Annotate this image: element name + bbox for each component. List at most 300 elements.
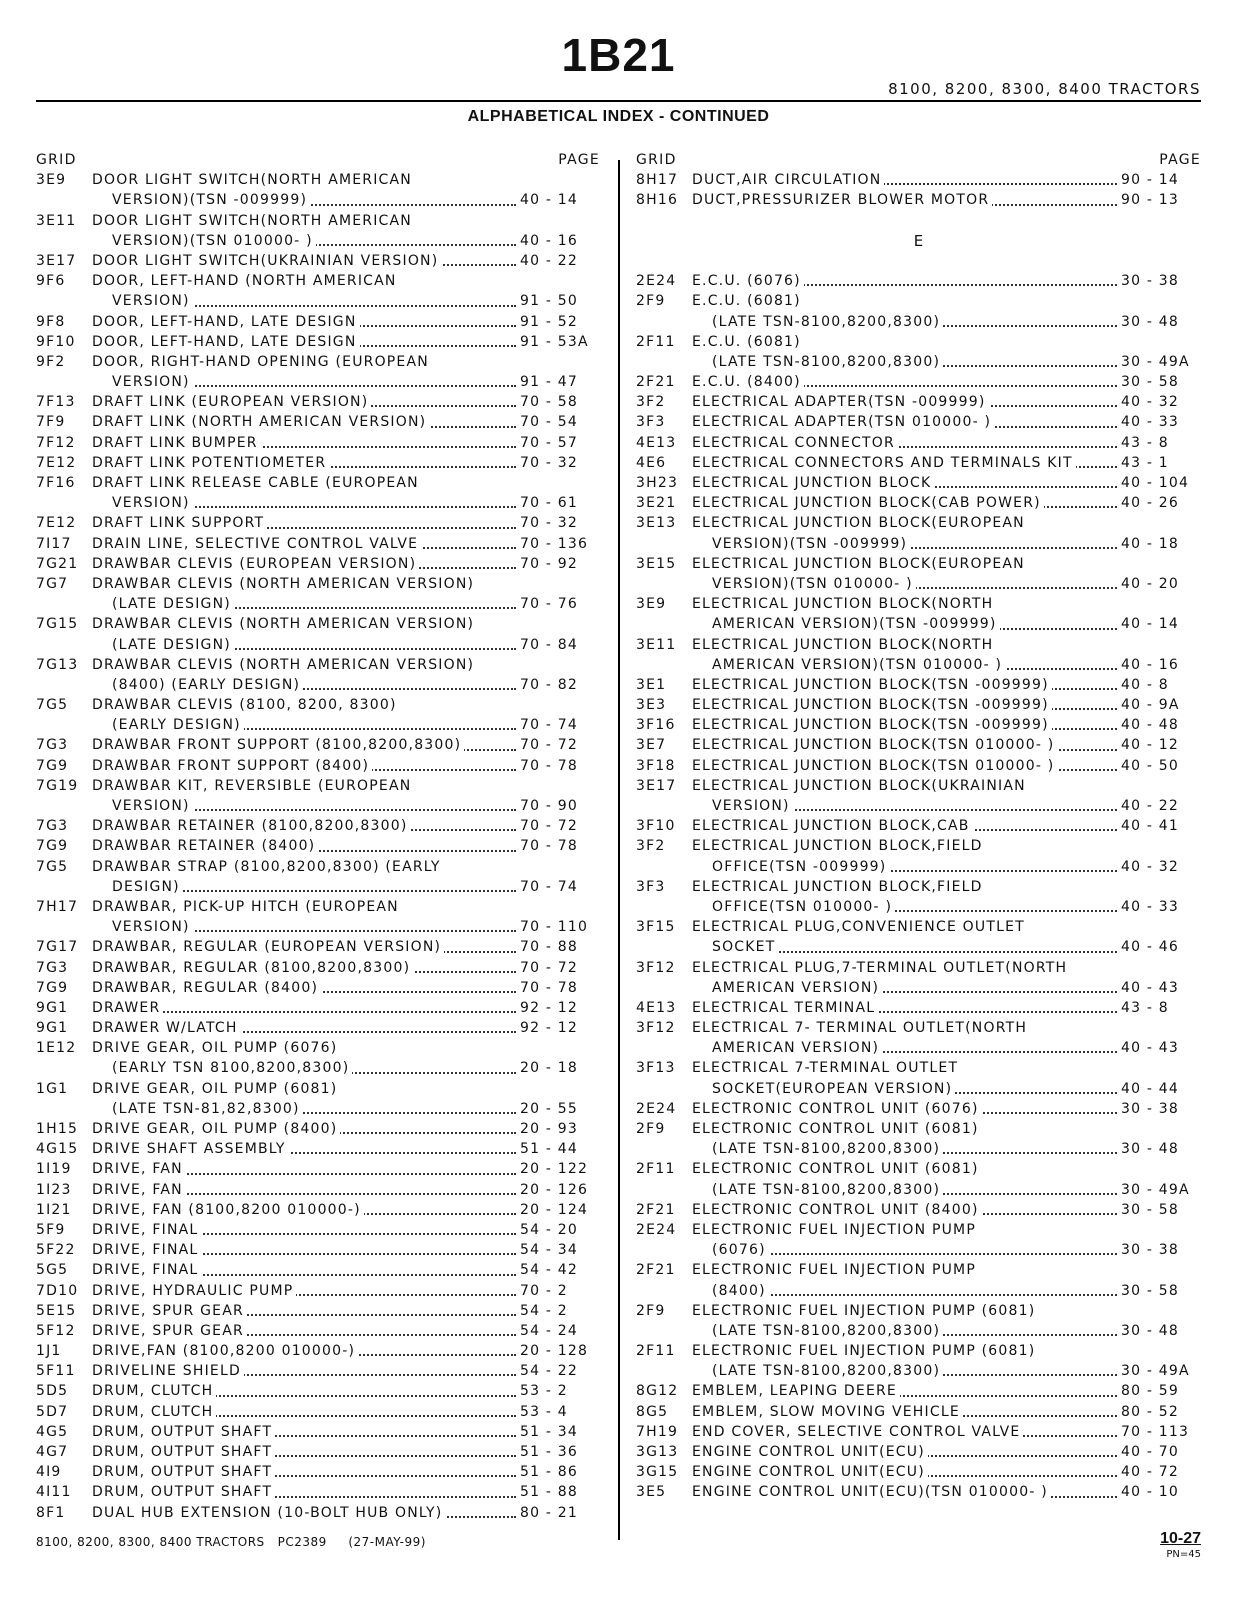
entry-description	[712, 937, 1117, 957]
index-entry	[36, 1099, 600, 1119]
page-title: 1B21	[561, 29, 676, 81]
entry-text: DRUM, OUTPUT SHAFT	[92, 1464, 275, 1480]
entry-description	[712, 211, 1117, 231]
entry-description	[92, 1139, 516, 1159]
entry-description	[92, 1260, 516, 1280]
grid-ref: 8H17	[636, 172, 679, 189]
entry-description	[92, 1341, 516, 1361]
entry-text: VERSION)	[112, 293, 193, 309]
entry-description	[692, 917, 1117, 937]
entry-text: DRIVE GEAR, OIL PUMP (8400)	[92, 1121, 340, 1137]
index-entry	[636, 312, 1201, 332]
grid-ref: 3F3	[636, 878, 666, 895]
entry-text: (LATE TSN-8100,8200,8300)	[712, 1182, 943, 1198]
index-entry	[36, 1220, 600, 1240]
page-ref: 54 - 20	[520, 1221, 578, 1238]
grid-ref: 7F12	[36, 434, 76, 451]
entry-description	[692, 1422, 1117, 1442]
index-entry	[36, 1159, 600, 1179]
index-entry	[636, 574, 1201, 594]
grid-ref: 5G5	[36, 1262, 69, 1279]
index-entry	[36, 332, 600, 352]
page-ref: 40 - 33	[1121, 898, 1179, 915]
index-entry	[636, 816, 1201, 836]
section-subheading: ALPHABETICAL INDEX - CONTINUED	[467, 108, 770, 125]
entry-description	[712, 978, 1117, 998]
entry-text: DRAWBAR RETAINER (8100,8200,8300)	[92, 818, 411, 834]
grid-ref: 5F11	[36, 1363, 76, 1380]
entry-text: EMBLEM, LEAPING DEERE	[692, 1383, 900, 1399]
index-entry	[636, 513, 1201, 533]
grid-ref: 3E15	[636, 555, 677, 572]
entry-description	[712, 1038, 1117, 1058]
entry-description	[112, 594, 516, 614]
entry-description	[712, 251, 1117, 271]
entry-text: DRAFT LINK SUPPORT	[92, 515, 267, 531]
footer-models: 8100, 8200, 8300, 8400 TRACTORS	[36, 1535, 265, 1549]
entry-description	[692, 493, 1117, 513]
entry-text: VERSION)(TSN -009999)	[712, 536, 910, 552]
page-ref: 40 - 70	[1121, 1444, 1179, 1460]
grid-ref: 9F10	[36, 333, 76, 350]
entry-description	[112, 190, 516, 210]
entry-description	[692, 291, 1117, 311]
entry-description	[92, 332, 516, 352]
entry-description	[92, 554, 516, 574]
entry-text: DOOR, LEFT-HAND (NORTH AMERICAN	[92, 273, 400, 289]
entry-text: DRAWBAR CLEVIS (NORTH AMERICAN VERSION)	[92, 616, 477, 632]
entry-text: VERSION)	[712, 798, 793, 814]
index-entry	[36, 675, 600, 695]
entry-text: ELECTRICAL ADAPTER(TSN 010000- )	[692, 414, 994, 430]
entry-text: DOOR, RIGHT-HAND OPENING (EUROPEAN	[92, 354, 432, 370]
index-entry	[36, 655, 600, 675]
index-entry	[636, 1341, 1201, 1361]
entry-description	[92, 1482, 516, 1502]
page-ref: 54 - 2	[520, 1302, 568, 1319]
index-entry	[36, 433, 600, 453]
index-entry	[36, 1200, 600, 1220]
entry-text: DRAFT LINK BUMPER	[92, 435, 261, 451]
page-ref: 70 - 32	[520, 454, 578, 471]
entry-description	[92, 392, 516, 412]
entry-text: DRIVELINE SHIELD	[92, 1363, 244, 1379]
grid-ref: 3E9	[636, 596, 667, 613]
page-ref: 91 - 53A	[520, 333, 589, 350]
grid-ref: 3F2	[636, 394, 666, 411]
index-entry	[36, 1301, 600, 1321]
grid-ref: 7D10	[36, 1282, 79, 1299]
entry-text: DRIVE, FINAL	[92, 1222, 201, 1238]
page-ref: 91 - 47	[520, 374, 578, 391]
index-entry	[36, 635, 600, 655]
index-entry	[636, 937, 1201, 957]
entry-text: SOCKET(EUROPEAN VERSION)	[712, 1081, 955, 1097]
index-entry	[636, 1180, 1201, 1200]
entry-text: ELECTRICAL JUNCTION BLOCK	[692, 475, 934, 491]
page-ref: 40 - 72	[1121, 1464, 1179, 1481]
grid-ref: 7G9	[36, 838, 69, 855]
page-ref: 40 - 43	[1121, 979, 1179, 996]
entry-text: DRAWBAR, REGULAR (EUROPEAN VERSION)	[92, 939, 444, 955]
page-ref: 40 - 44	[1121, 1080, 1179, 1097]
index-entry	[36, 1503, 600, 1523]
index-entry	[36, 1260, 600, 1280]
index-entry	[636, 372, 1201, 392]
page-ref: 40 - 26	[1121, 495, 1179, 512]
entry-text: ELECTRICAL JUNCTION BLOCK,CAB	[692, 818, 973, 834]
page-ref: 70 - 78	[520, 979, 578, 996]
index-entry	[36, 937, 600, 957]
page-ref: 90 - 14	[1121, 172, 1179, 189]
entry-description	[92, 1159, 516, 1179]
index-entry	[636, 1422, 1201, 1442]
grid-ref: 7G13	[36, 656, 79, 673]
entry-text: DRUM, CLUTCH	[92, 1404, 216, 1420]
index-entry	[36, 1240, 600, 1260]
entry-text: ELECTRICAL JUNCTION BLOCK(TSN 010000- )	[692, 758, 1057, 774]
grid-ref: 1G1	[36, 1080, 69, 1097]
page-ref: 40 - 41	[1121, 818, 1179, 835]
page-ref: 70 - 32	[520, 515, 578, 532]
entry-text: DOOR, LEFT-HAND, LATE DESIGN	[92, 334, 360, 350]
entry-description	[112, 1099, 516, 1119]
page-ref: 40 - 33	[1121, 414, 1179, 431]
page-ref: 53 - 2	[520, 1383, 568, 1400]
index-entry	[636, 735, 1201, 755]
grid-ref: 1I21	[36, 1201, 72, 1218]
entry-description	[712, 1079, 1117, 1099]
grid-ref: 7G9	[36, 757, 69, 774]
footer-date: (27-MAY-99)	[348, 1535, 426, 1549]
index-entry	[36, 352, 600, 372]
entry-description	[692, 1301, 1117, 1321]
page-ref: 70 - 78	[520, 757, 578, 774]
index-entry	[636, 877, 1201, 897]
entry-description	[692, 635, 1117, 655]
entry-text: ELECTRICAL JUNCTION BLOCK(TSN -009999)	[692, 697, 1052, 713]
index-entry	[36, 1462, 600, 1482]
page-ref: 51 - 34	[520, 1423, 578, 1440]
entry-description	[92, 211, 516, 231]
index-entry	[36, 1180, 600, 1200]
entry-description	[92, 271, 516, 291]
index-entry	[36, 211, 600, 231]
grid-ref: 3E21	[636, 495, 677, 512]
page-ref: 20 - 93	[520, 1121, 578, 1137]
entry-description	[692, 1058, 1117, 1078]
entry-description	[112, 291, 516, 311]
grid-ref: 7G15	[36, 616, 79, 633]
page-ref: 40 - 9A	[1121, 697, 1180, 714]
page-ref: 70 - 74	[520, 878, 578, 895]
entry-text: AMERICAN VERSION)(TSN -009999)	[712, 616, 1000, 632]
entry-text: VERSION)(TSN 010000- )	[712, 576, 916, 592]
grid-ref: 3F12	[636, 959, 676, 976]
grid-ref: 2E24	[636, 1100, 677, 1117]
entry-text: END COVER, SELECTIVE CONTROL VALVE	[692, 1424, 1023, 1440]
page-ref: 70 - 110	[520, 919, 589, 936]
index-entry	[36, 1442, 600, 1462]
entry-description	[692, 776, 1117, 796]
page-ref: 40 - 20	[1121, 575, 1179, 592]
grid-ref: 5D5	[36, 1383, 69, 1400]
page-ref: 40 - 43	[1121, 1040, 1179, 1057]
page-ref: 70 - 74	[520, 717, 578, 734]
page-ref: 91 - 50	[520, 293, 578, 310]
entry-description	[92, 352, 516, 372]
index-entry	[36, 1321, 600, 1341]
entry-description	[692, 836, 1117, 856]
entry-text: ELECTRONIC CONTROL UNIT (6081)	[692, 1161, 982, 1177]
index-entry	[636, 291, 1201, 311]
grid-ref: 8G12	[636, 1383, 679, 1400]
index-entry	[636, 534, 1201, 554]
entry-text: ELECTRICAL CONNECTOR	[692, 435, 898, 451]
entry-text: DUCT,PRESSURIZER BLOWER MOTOR	[692, 192, 992, 208]
entry-description	[692, 1482, 1117, 1502]
page-ref: 70 - 72	[520, 959, 578, 976]
entry-description	[692, 433, 1117, 453]
page-ref: 92 - 12	[520, 999, 578, 1016]
index-entry	[36, 493, 600, 513]
grid-ref: 9F2	[36, 353, 66, 370]
entry-description	[92, 735, 516, 755]
entry-description	[92, 1119, 516, 1139]
entry-text: DOOR LIGHT SWITCH(UKRAINIAN VERSION)	[92, 253, 441, 269]
entry-text: DRAIN LINE, SELECTIVE CONTROL VALVE	[92, 536, 421, 552]
entry-text: VERSION)(TSN 010000- )	[112, 233, 316, 249]
index-entry	[36, 877, 600, 897]
page-ref: 40 - 12	[1121, 737, 1179, 754]
grid-ref: 1I23	[36, 1181, 72, 1198]
page-ref: 30 - 38	[1121, 1242, 1179, 1259]
grid-ref: 3E17	[36, 252, 77, 269]
index-entry	[636, 897, 1201, 917]
index-entry	[636, 1018, 1201, 1038]
grid-ref: 3F15	[636, 919, 676, 936]
entry-text: E.C.U. (6076)	[692, 273, 804, 289]
grid-ref: 7F13	[36, 394, 76, 411]
entry-description	[712, 1281, 1117, 1301]
page-ref: 30 - 58	[1121, 1201, 1179, 1218]
entry-description	[692, 1220, 1117, 1240]
index-entry	[36, 836, 600, 856]
page-ref: 20 - 122	[520, 1161, 589, 1178]
index-entry	[636, 1361, 1201, 1381]
entry-text: DRUM, OUTPUT SHAFT	[92, 1424, 275, 1440]
index-entry	[36, 857, 600, 877]
entry-description	[112, 635, 516, 655]
entry-text: DRIVE, SPUR GEAR	[92, 1323, 247, 1339]
entry-description	[112, 917, 516, 937]
index-entry	[636, 332, 1201, 352]
grid-ref: 7G21	[36, 555, 79, 572]
page-ref: 54 - 42	[520, 1262, 578, 1279]
grid-ref: 2F21	[636, 1201, 676, 1218]
entry-text: ELECTRICAL JUNCTION BLOCK,FIELD	[692, 838, 986, 854]
page-ref: 43 - 1	[1121, 454, 1169, 471]
index-entry	[36, 190, 600, 210]
index-entry	[36, 473, 600, 493]
entry-text: (LATE TSN-8100,8200,8300)	[712, 1141, 943, 1157]
grid-ref: 3F3	[636, 414, 666, 431]
index-entry	[636, 917, 1201, 937]
grid-ref: 2F9	[636, 1121, 666, 1137]
grid-ref: 7F16	[36, 475, 76, 491]
entry-description	[692, 1159, 1117, 1179]
entry-description	[712, 897, 1117, 917]
grid-ref: 3F12	[636, 1020, 676, 1037]
index-entry	[36, 453, 600, 473]
page-ref: 30 - 48	[1121, 313, 1179, 330]
page-ref: 54 - 34	[520, 1242, 578, 1259]
entry-description	[692, 392, 1117, 412]
entry-description	[92, 1301, 516, 1321]
entry-text: DRAWBAR KIT, REVERSIBLE (EUROPEAN	[92, 778, 414, 794]
index-entry	[636, 1442, 1201, 1462]
index-entry	[36, 978, 600, 998]
entry-text: EMBLEM, SLOW MOVING VEHICLE	[692, 1404, 963, 1420]
entry-text: ELECTRICAL CONNECTORS AND TERMINALS KIT	[692, 455, 1076, 471]
grid-ref: 3F18	[636, 757, 676, 774]
entry-text: ELECTRICAL JUNCTION BLOCK(UKRAINIAN	[692, 778, 1029, 794]
entry-text: E.C.U. (6081)	[692, 334, 804, 350]
entry-description	[92, 816, 516, 836]
grid-ref: 2F11	[636, 1343, 676, 1360]
entry-text: ELECTRICAL ADAPTER(TSN -009999)	[692, 394, 989, 410]
entry-text: ELECTRONIC CONTROL UNIT (8400)	[692, 1202, 982, 1218]
entry-text: ELECTRICAL JUNCTION BLOCK(CAB POWER)	[692, 495, 1044, 511]
page-ref: 40 - 50	[1121, 757, 1179, 774]
index-entry	[636, 756, 1201, 776]
entry-description	[92, 1220, 516, 1240]
entry-description	[692, 1099, 1117, 1119]
entry-description	[692, 816, 1117, 836]
page-ref: 30 - 58	[1121, 1282, 1179, 1299]
entry-text: ELECTRICAL JUNCTION BLOCK(TSN -009999)	[692, 677, 1052, 693]
entry-text: DOOR LIGHT SWITCH(NORTH AMERICAN	[92, 213, 415, 229]
page-ref: 70 - 84	[520, 636, 578, 653]
index-entry	[36, 170, 600, 190]
grid-ref: 3E3	[636, 697, 667, 714]
page-header: PAGE	[558, 152, 600, 168]
grid-ref: 9G1	[36, 1020, 69, 1037]
index-entry	[36, 534, 600, 554]
index-entry	[36, 1381, 600, 1401]
entry-description	[712, 796, 1117, 816]
entry-description	[92, 513, 516, 533]
entry-description	[92, 1462, 516, 1482]
index-entry	[36, 291, 600, 311]
entry-description	[92, 1180, 516, 1200]
page-ref: 40 - 32	[1121, 858, 1179, 875]
index-entry	[36, 1018, 600, 1038]
entry-text: DRAWER	[92, 1000, 163, 1016]
left-column-header	[36, 150, 600, 170]
entry-description	[92, 453, 516, 473]
entry-text: DRAWBAR CLEVIS (NORTH AMERICAN VERSION)	[92, 576, 477, 592]
entry-text: (8400) (EARLY DESIGN)	[112, 677, 303, 693]
entry-description	[692, 1381, 1117, 1401]
page-ref: 80 - 52	[1121, 1403, 1179, 1420]
index-entry	[36, 1079, 600, 1099]
entry-text: DRIVE, FAN (8100,8200 010000-)	[92, 1202, 364, 1218]
entry-description	[692, 877, 1117, 897]
grid-ref: 9F8	[36, 313, 66, 330]
index-entry	[636, 392, 1201, 412]
entry-text: (EARLY TSN 8100,8200,8300)	[112, 1060, 352, 1076]
entry-text: DRAWBAR RETAINER (8400)	[92, 838, 318, 854]
grid-ref: 7G19	[36, 777, 79, 794]
entry-text: ELECTRICAL JUNCTION BLOCK(TSN 010000- )	[692, 737, 1057, 753]
index-entry	[636, 1281, 1201, 1301]
entry-text	[712, 253, 715, 269]
entry-description	[112, 675, 516, 695]
index-entry	[36, 998, 600, 1018]
index-entry	[36, 412, 600, 432]
index-entry	[636, 836, 1201, 856]
entry-text: DRIVE,FAN (8100,8200 010000-)	[92, 1343, 358, 1359]
entry-description	[92, 695, 516, 715]
entry-description	[712, 1240, 1117, 1260]
entry-description	[712, 312, 1117, 332]
index-entry	[636, 271, 1201, 291]
entry-text: ENGINE CONTROL UNIT(ECU)	[692, 1464, 928, 1480]
header-rule	[36, 100, 1201, 102]
entry-text: (EARLY DESIGN)	[112, 717, 244, 733]
page-ref: 20 - 18	[520, 1060, 578, 1077]
grid-ref: 1J1	[36, 1343, 62, 1360]
grid-ref: 5F22	[36, 1242, 76, 1259]
grid-ref: 7G7	[36, 575, 69, 592]
entry-text: DRAWBAR FRONT SUPPORT (8400)	[92, 758, 372, 774]
entry-description	[92, 998, 516, 1018]
index-entry	[636, 554, 1201, 574]
grid-ref: 2F21	[636, 1262, 676, 1279]
page-ref: 51 - 86	[520, 1464, 578, 1481]
page-ref: 40 - 16	[1121, 656, 1179, 673]
entry-description	[92, 1503, 516, 1523]
entry-description	[712, 1139, 1117, 1159]
entry-text: ELECTRICAL JUNCTION BLOCK(EUROPEAN	[692, 556, 1028, 572]
grid-ref: 5E15	[36, 1302, 77, 1319]
entry-text: DRIVE, HYDRAULIC PUMP	[92, 1283, 296, 1299]
index-entry	[636, 695, 1201, 715]
entry-description	[712, 655, 1117, 675]
entry-description	[112, 1058, 516, 1078]
grid-ref: 2E24	[636, 273, 677, 290]
blank-row	[636, 211, 1201, 231]
entry-text: (LATE TSN-8100,8200,8300)	[712, 314, 943, 330]
entry-description	[692, 998, 1117, 1018]
index-entry	[636, 1220, 1201, 1240]
index-entry	[636, 796, 1201, 816]
entry-text: DRUM, OUTPUT SHAFT	[92, 1444, 275, 1460]
entry-text: VERSION)	[112, 495, 193, 511]
index-entry	[636, 998, 1201, 1018]
grid-ref: 7G17	[36, 939, 79, 956]
entry-text: ENGINE CONTROL UNIT(ECU)	[692, 1444, 928, 1460]
entry-text: DRIVE, FAN	[92, 1161, 186, 1177]
page-ref: 20 - 126	[520, 1181, 589, 1198]
left-rows	[36, 170, 600, 1523]
index-entry	[636, 1200, 1201, 1220]
index-entry	[636, 1159, 1201, 1179]
index-entry	[636, 1240, 1201, 1260]
entry-text: DRIVE, FAN	[92, 1182, 186, 1198]
entry-description	[692, 332, 1117, 352]
